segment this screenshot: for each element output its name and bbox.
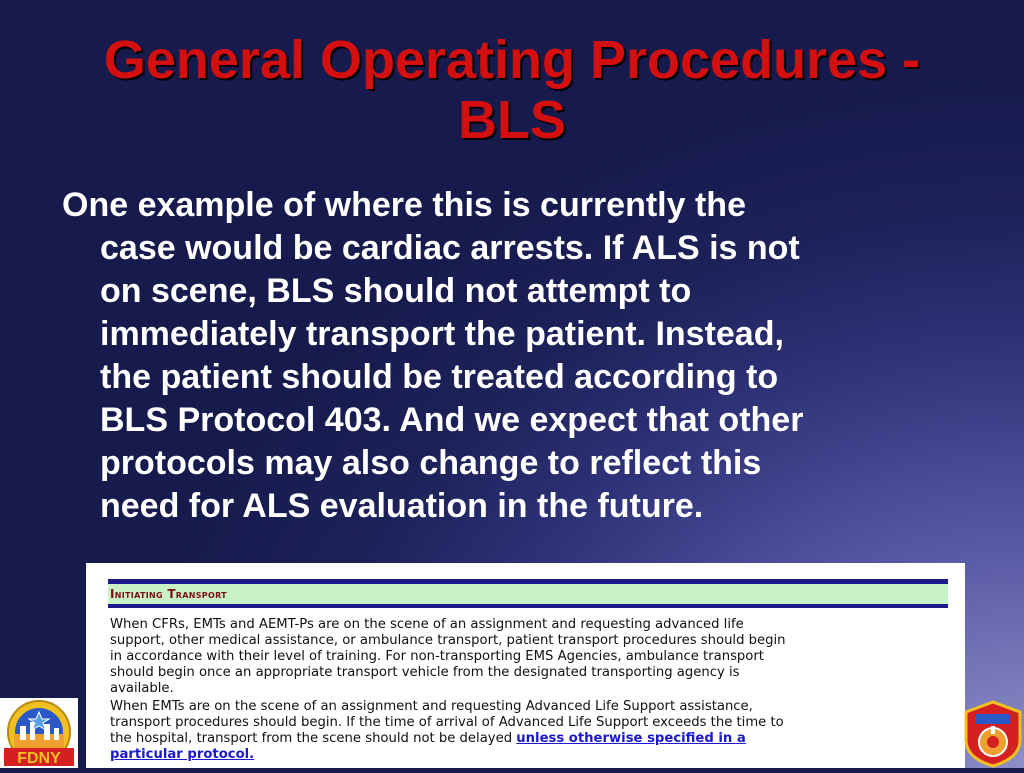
protocol-excerpt [86, 563, 965, 768]
body-line: the patient should be treated according to [100, 358, 779, 396]
excerpt-paragraph-1 [110, 617, 960, 697]
excerpt-line: transport procedures should begin. If the time of arrival of Advanced Life Support exceeds the time to [110, 715, 784, 730]
body-line: protocols may also change to reflect this [100, 444, 762, 482]
excerpt-line [110, 747, 960, 763]
excerpt-line-text: the hospital, transport from the scene should not be delayed [110, 731, 517, 746]
body-line: need for ALS evaluation in the future. [100, 487, 704, 525]
protocol-link-continued[interactable]: particular protocol. [110, 747, 255, 762]
body-line: immediately transport the patient. Instead, [100, 315, 784, 353]
excerpt-line: When CFRs, EMTs and AEMT-Ps are on the scene of an assignment and requesting advanced life [110, 617, 744, 632]
protocol-link[interactable]: unless otherwise specified in a [516, 731, 746, 746]
excerpt-heading: Initiating Transport [110, 587, 227, 601]
title-line-2: BLS [458, 90, 566, 150]
body-line: BLS Protocol 403. And we expect that other [100, 401, 804, 439]
title-line-1: General Operating Procedures - [103, 30, 921, 90]
body-line: case would be cardiac arrests. If ALS is not [100, 229, 800, 267]
excerpt-line: in accordance with their level of training. For non-transporting EMS Agencies, ambulance transport [110, 649, 764, 664]
excerpt-line: should begin once an appropriate transport vehicle from the designated transporting agency is [110, 665, 740, 680]
body-line: on scene, BLS should not attempt to [100, 272, 692, 310]
excerpt-line: When EMTs are on the scene of an assignment and requesting Advanced Life Support assistance, [110, 699, 753, 714]
excerpt-heading-bar [108, 584, 948, 604]
body-line: One example of where this is currently the [62, 186, 746, 224]
excerpt-line: available. [110, 681, 174, 696]
fire-department-badge-icon [962, 700, 1024, 768]
excerpt-paragraph-2 [110, 699, 960, 763]
fdny-logo-text: FDNY [17, 750, 61, 767]
slide-title [0, 30, 1024, 150]
fire-department-badge [962, 700, 1024, 768]
slide-body [62, 184, 962, 528]
excerpt-line-with-link [110, 731, 960, 747]
excerpt-line: support, other medical assistance, or ambulance transport, patient transport procedures should begin [110, 633, 786, 648]
excerpt-divider-bottom [108, 604, 948, 608]
fdny-ems-logo-icon [0, 698, 78, 768]
fdny-ems-logo [0, 698, 78, 768]
